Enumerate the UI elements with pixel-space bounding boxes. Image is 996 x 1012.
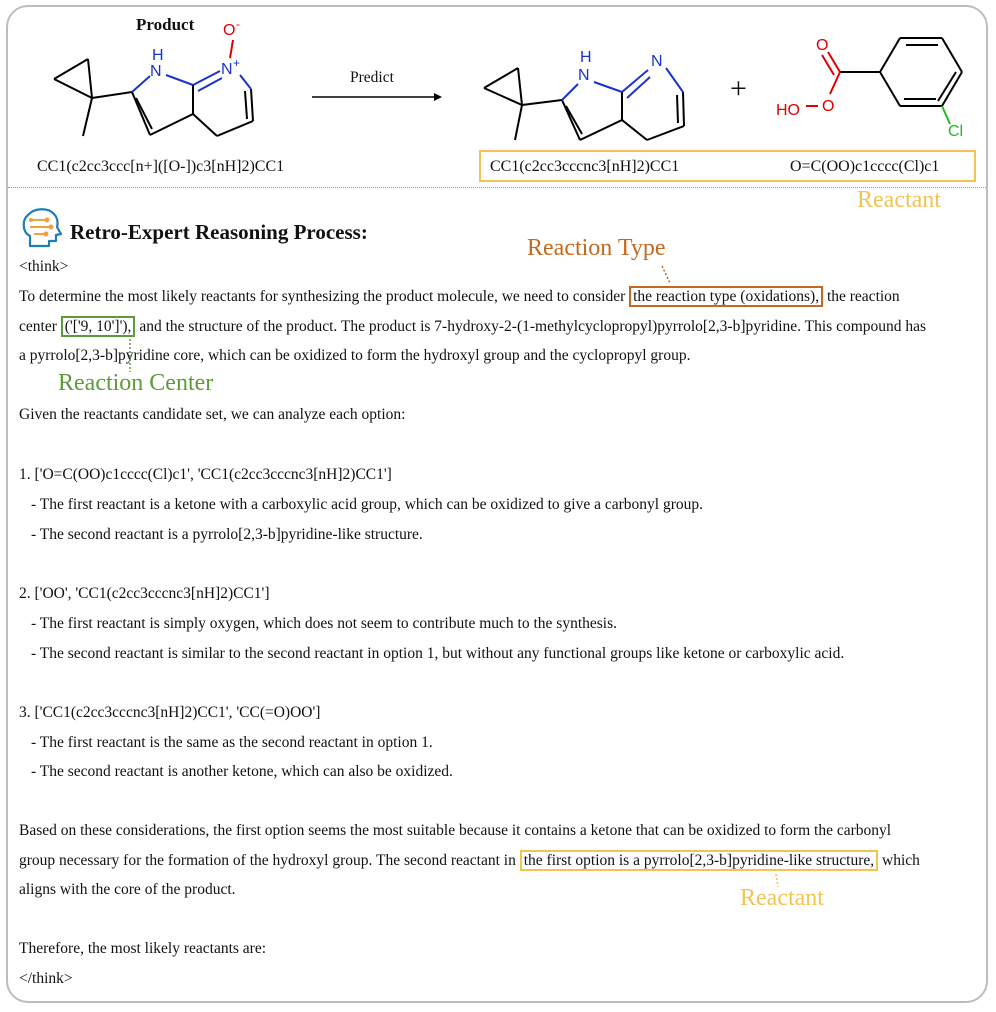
product-label: Product — [136, 15, 195, 34]
option-2-point-a: - The first reactant is simply oxygen, which does not seem to contribute much to the synthesis. — [31, 615, 618, 632]
atom-carbonyl-oxygen: O — [816, 37, 829, 54]
think-close: </think> — [19, 970, 73, 987]
section-title: Retro-Expert Reasoning Process: — [70, 220, 368, 244]
p1-text-a: To determine the most likely reactants for synthesizing the product molecule, we need to consider — [19, 288, 630, 305]
paragraph-4: Therefore, the most likely reactants are: — [19, 940, 267, 957]
p1-text-b: the reaction — [823, 288, 900, 305]
reactant2-smiles: O=C(OO)c1cccc(Cl)c1 — [790, 158, 940, 175]
predict-label: Predict — [350, 69, 394, 86]
product-molecule — [40, 18, 280, 148]
p1-text-d: and the structure of the product. The product is 7-hydroxy-2-(1-methylcyclopropyl)pyrrolo[2,3-b]pyridine. This compound has — [135, 318, 927, 335]
reactant1-molecule — [470, 40, 700, 150]
p3-text-c: which — [878, 852, 920, 869]
reactant-tag-top: Reactant — [857, 187, 941, 213]
reactant-highlight: the first option is a pyrrolo[2,3-b]pyridine-like structure, — [520, 850, 878, 871]
paragraph-1-line-1 — [19, 288, 900, 306]
atom-nh-nitrogen: N — [578, 67, 590, 84]
option-1-point-a: - The first reactant is a ketone with a carboxylic acid group, which can be oxidized to give a carbonyl group. — [31, 496, 704, 513]
option-2-point-b: - The second reactant is similar to the second reactant in option 1, but without any functional groups like ketone or carboxylic acid. — [31, 645, 845, 662]
plus-sign: + — [730, 72, 747, 105]
reactant1-smiles: CC1(c2cc3cccnc3[nH]2)CC1 — [490, 158, 680, 175]
p1-text-c: center — [19, 318, 61, 335]
p3-text-b: group necessary for the formation of the hydroxyl group. The second reactant in — [19, 852, 520, 869]
paragraph-1-line-3: a pyrrolo[2,3-b]pyridine core, which can be oxidized to form the hydroxyl group and the cyclopropyl group. — [19, 347, 691, 364]
reaction-center-leader — [120, 338, 140, 374]
predict-arrow — [310, 90, 445, 104]
atom-hydrogen: H — [580, 49, 592, 66]
atom-nh-nitrogen: N — [150, 63, 162, 80]
option-3-point-a: - The first reactant is the same as the second reactant in option 1. — [31, 734, 433, 751]
atom-hydroxyl: HO — [776, 102, 800, 119]
reactant2-molecule — [770, 28, 980, 148]
paragraph-3-line-1: Based on these considerations, the first option seems the most suitable because it contains a ketone that can be oxidized to form the carbonyl — [19, 822, 892, 839]
reaction-type-tag: Reaction Type — [527, 235, 666, 261]
atom-nitrogen: N — [221, 61, 233, 78]
reaction-center-highlight: ('['9, 10']'), — [61, 316, 136, 337]
option-1-title: 1. ['O=C(OO)c1cccc(Cl)c1', 'CC1(c2cc3cccnc3[nH]2)CC1'] — [19, 466, 392, 483]
paragraph-1-line-2 — [19, 318, 926, 336]
product-smiles: CC1(c2cc3ccc[n+]([O-])c3[nH]2)CC1 — [37, 158, 285, 175]
reactant-tag-bottom: Reactant — [740, 885, 824, 911]
atom-chlorine: Cl — [948, 123, 964, 140]
paragraph-2: Given the reactants candidate set, we can analyze each option: — [19, 406, 406, 423]
option-3-title: 3. ['CC1(c2cc3cccnc3[nH]2)CC1', 'CC(=O)OO'] — [19, 704, 321, 721]
atom-nitrogen: N — [651, 53, 663, 70]
reaction-center-tag: Reaction Center — [58, 370, 214, 396]
option-1-point-b: - The second reactant is a pyrrolo[2,3-b]pyridine-like structure. — [31, 526, 423, 543]
atom-charge-minus: - — [236, 18, 240, 31]
reaction-type-highlight: the reaction type (oxidations), — [629, 286, 823, 307]
think-open: <think> — [19, 258, 69, 275]
brain-circuit-icon — [20, 206, 66, 248]
atom-oxygen: O — [223, 22, 236, 39]
section-divider — [8, 187, 986, 188]
option-2-title: 2. ['OO', 'CC1(c2cc3cccnc3[nH]2)CC1'] — [19, 585, 270, 602]
reaction-type-leader — [660, 265, 680, 285]
atom-peroxy-oxygen: O — [822, 98, 835, 115]
atom-charge-plus: + — [233, 56, 241, 70]
paragraph-3-line-3: aligns with the core of the product. — [19, 881, 236, 898]
paragraph-3-line-2 — [19, 852, 920, 870]
atom-hydrogen: H — [152, 47, 164, 64]
option-3-point-b: - The second reactant is another ketone, which can also be oxidized. — [31, 763, 453, 780]
